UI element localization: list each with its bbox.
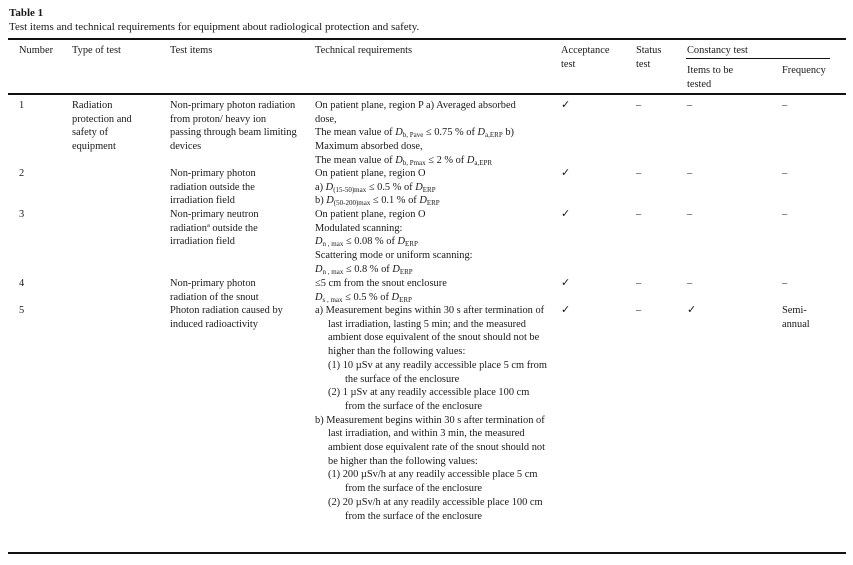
acceptance-check-icon: ✓ <box>561 208 571 220</box>
items-tested-check-icon: ✓ <box>687 304 697 316</box>
requirement-a2: (2) 1 µSv at any readily accessible place 100 cm from the surface of the enclosure <box>328 387 530 412</box>
subscript: (15-50)max <box>333 185 367 194</box>
row-technical-requirements <box>315 99 555 168</box>
req-line: On patient plane, region O <box>315 168 426 179</box>
req-line <box>315 154 555 168</box>
header-number: Number <box>19 45 54 56</box>
req-line: dose, <box>315 113 337 125</box>
table-caption-title: Table 1 <box>9 7 44 19</box>
req-text: ≤ 0.75 % of <box>423 127 478 139</box>
acceptance-check-icon: ✓ <box>561 304 571 316</box>
constancy-subrule <box>686 58 830 59</box>
row-test-items: Non-primary photon radiation of the snout <box>170 278 259 303</box>
header-type-of-test: Type of test <box>72 45 121 56</box>
subscript: b, Pave <box>402 131 424 140</box>
symbol-d: D <box>391 291 400 303</box>
frequency-dash: – <box>782 168 788 179</box>
symbol-d: D <box>466 154 475 166</box>
req-text: ≤ 0.5 % of <box>366 181 416 193</box>
status-dash: – <box>636 100 642 111</box>
req-line <box>315 194 555 208</box>
req-line <box>315 291 555 305</box>
row-technical-requirements <box>315 277 555 304</box>
symbol-d: D <box>397 236 406 248</box>
items-tested-dash: – <box>687 209 693 220</box>
requirement-b2: (2) 20 µSv/h at any readily accessible place 100 cm from the surface of the enclosure <box>328 496 543 522</box>
symbol-d: D <box>419 195 427 207</box>
req-line: ≤5 cm from the snout enclosure <box>315 278 447 289</box>
symbol-d: D <box>325 181 334 193</box>
row-technical-requirements <box>315 304 547 523</box>
subscript: a,ERP <box>485 131 503 140</box>
row-number: 1 <box>19 100 25 111</box>
symbol-d: D <box>315 236 323 248</box>
req-text: ≤ 0.08 % of <box>343 236 398 248</box>
row-test-items: Non-primary photon radiation outside the irradiation field <box>170 168 256 207</box>
req-text: a) <box>315 181 326 193</box>
req-text: The mean value of <box>315 127 396 139</box>
status-dash: – <box>636 305 642 316</box>
requirement-a1: (1) 10 µSv at any readily accessible place 5 cm from the surface of the enclosure <box>328 359 547 385</box>
symbol-d: D <box>415 181 423 193</box>
subscript: ERP <box>399 295 412 304</box>
header-acceptance-test: Acceptance test <box>561 45 610 70</box>
requirement-a: a) Measurement begins within 30 s after termination of last irradiation, lasting 5 min; and the measured ambient dose equivalent of the snout should not be higher than the following values: <box>315 305 545 358</box>
status-dash: – <box>636 209 642 220</box>
req-text: outside the irradiation field <box>170 222 258 248</box>
requirement-b1: (1) 200 µSv/h at any readily accessible place 5 cm from the surface of the enclosure <box>328 469 538 495</box>
frequency-dash: – <box>782 209 788 220</box>
footnote-mark: a <box>206 221 210 229</box>
req-line <box>315 235 555 249</box>
acceptance-check-icon: ✓ <box>561 277 571 289</box>
req-text: ≤ 0.8 % of <box>343 263 393 275</box>
top-rule <box>8 38 846 40</box>
req-text: b) <box>315 195 327 207</box>
req-text: The mean value of <box>315 154 396 166</box>
symbol-d: D <box>392 263 400 275</box>
req-text: Non-primary neutron radiation <box>170 209 259 234</box>
req-line <box>315 181 555 195</box>
row-number: 5 <box>19 305 25 316</box>
subscript: (50-200)max <box>333 199 371 208</box>
header-rule <box>8 93 846 95</box>
status-dash: – <box>636 168 642 179</box>
req-text: b) <box>502 127 514 139</box>
header-items-to-be-tested: Items to be tested <box>687 65 734 90</box>
frequency-dash: – <box>782 100 788 111</box>
subscript: ERP <box>399 267 413 276</box>
req-line: On patient plane, region O <box>315 209 426 220</box>
symbol-d: D <box>395 127 403 139</box>
subscript: s , max <box>322 295 343 304</box>
subscript: ERP <box>405 240 418 249</box>
symbol-d: D <box>315 263 323 275</box>
row-test-items: Non-primary photon radiation from proton/ heavy ion passing through beam limiting devices <box>170 100 297 153</box>
req-line: On patient plane, region P a) Averaged absorbed <box>315 100 516 111</box>
table-caption-text: Test items and technical requirements for equipment about radiological protection and safety. <box>9 21 420 33</box>
subscript: n , max <box>322 267 344 276</box>
req-text: ≤ 2 % of <box>425 154 467 166</box>
items-tested-dash: – <box>687 278 693 289</box>
items-tested-dash: – <box>687 168 693 179</box>
req-text: ≤ 0.5 % of <box>342 291 392 303</box>
items-tested-dash: – <box>687 100 693 111</box>
header-frequency: Frequency <box>782 65 826 76</box>
acceptance-check-icon: ✓ <box>561 99 571 111</box>
req-text: ≤ 0.1 % of <box>370 195 420 207</box>
subscript: b, Pmax <box>402 158 426 167</box>
req-line: Maximum absorbed dose, <box>315 141 423 153</box>
symbol-d: D <box>326 195 334 207</box>
row-technical-requirements <box>315 208 555 277</box>
req-line <box>315 263 555 277</box>
header-test-items: Test items <box>170 45 213 56</box>
subscript: n , max <box>322 240 344 249</box>
row-technical-requirements <box>315 167 555 208</box>
row-number: 4 <box>19 278 25 289</box>
symbol-d: D <box>315 291 323 303</box>
row-number: 2 <box>19 168 25 179</box>
subscript: ERP <box>426 199 440 208</box>
row-test-items: Photon radiation caused by induced radioactivity <box>170 305 283 330</box>
header-technical-requirements: Technical requirements <box>315 45 413 56</box>
row-test-items <box>170 208 280 249</box>
frequency-dash: – <box>782 278 788 289</box>
frequency-value: Semi-annual <box>782 305 810 330</box>
header-constancy-test: Constancy test <box>687 45 748 56</box>
row-number: 3 <box>19 209 25 220</box>
acceptance-check-icon: ✓ <box>561 167 571 179</box>
symbol-d: D <box>477 127 486 139</box>
requirement-b: b) Measurement begins within 30 s after termination of last irradiation, and within 3 min, the measured ambient dose equivalent rate of the snout should not be higher than the following values: <box>315 414 546 467</box>
header-status-test: Status test <box>636 45 662 70</box>
status-dash: – <box>636 278 642 289</box>
subscript: ERP <box>422 185 436 194</box>
req-line: Modulated scanning: <box>315 222 403 234</box>
subscript: a,EPR <box>474 158 493 167</box>
req-line <box>315 126 555 140</box>
symbol-d: D <box>395 154 403 166</box>
bottom-rule <box>8 552 846 554</box>
row-type-of-test: Radiation protection and safety of equipment <box>72 100 132 153</box>
req-line: Scattering mode or uniform scanning: <box>315 250 473 262</box>
